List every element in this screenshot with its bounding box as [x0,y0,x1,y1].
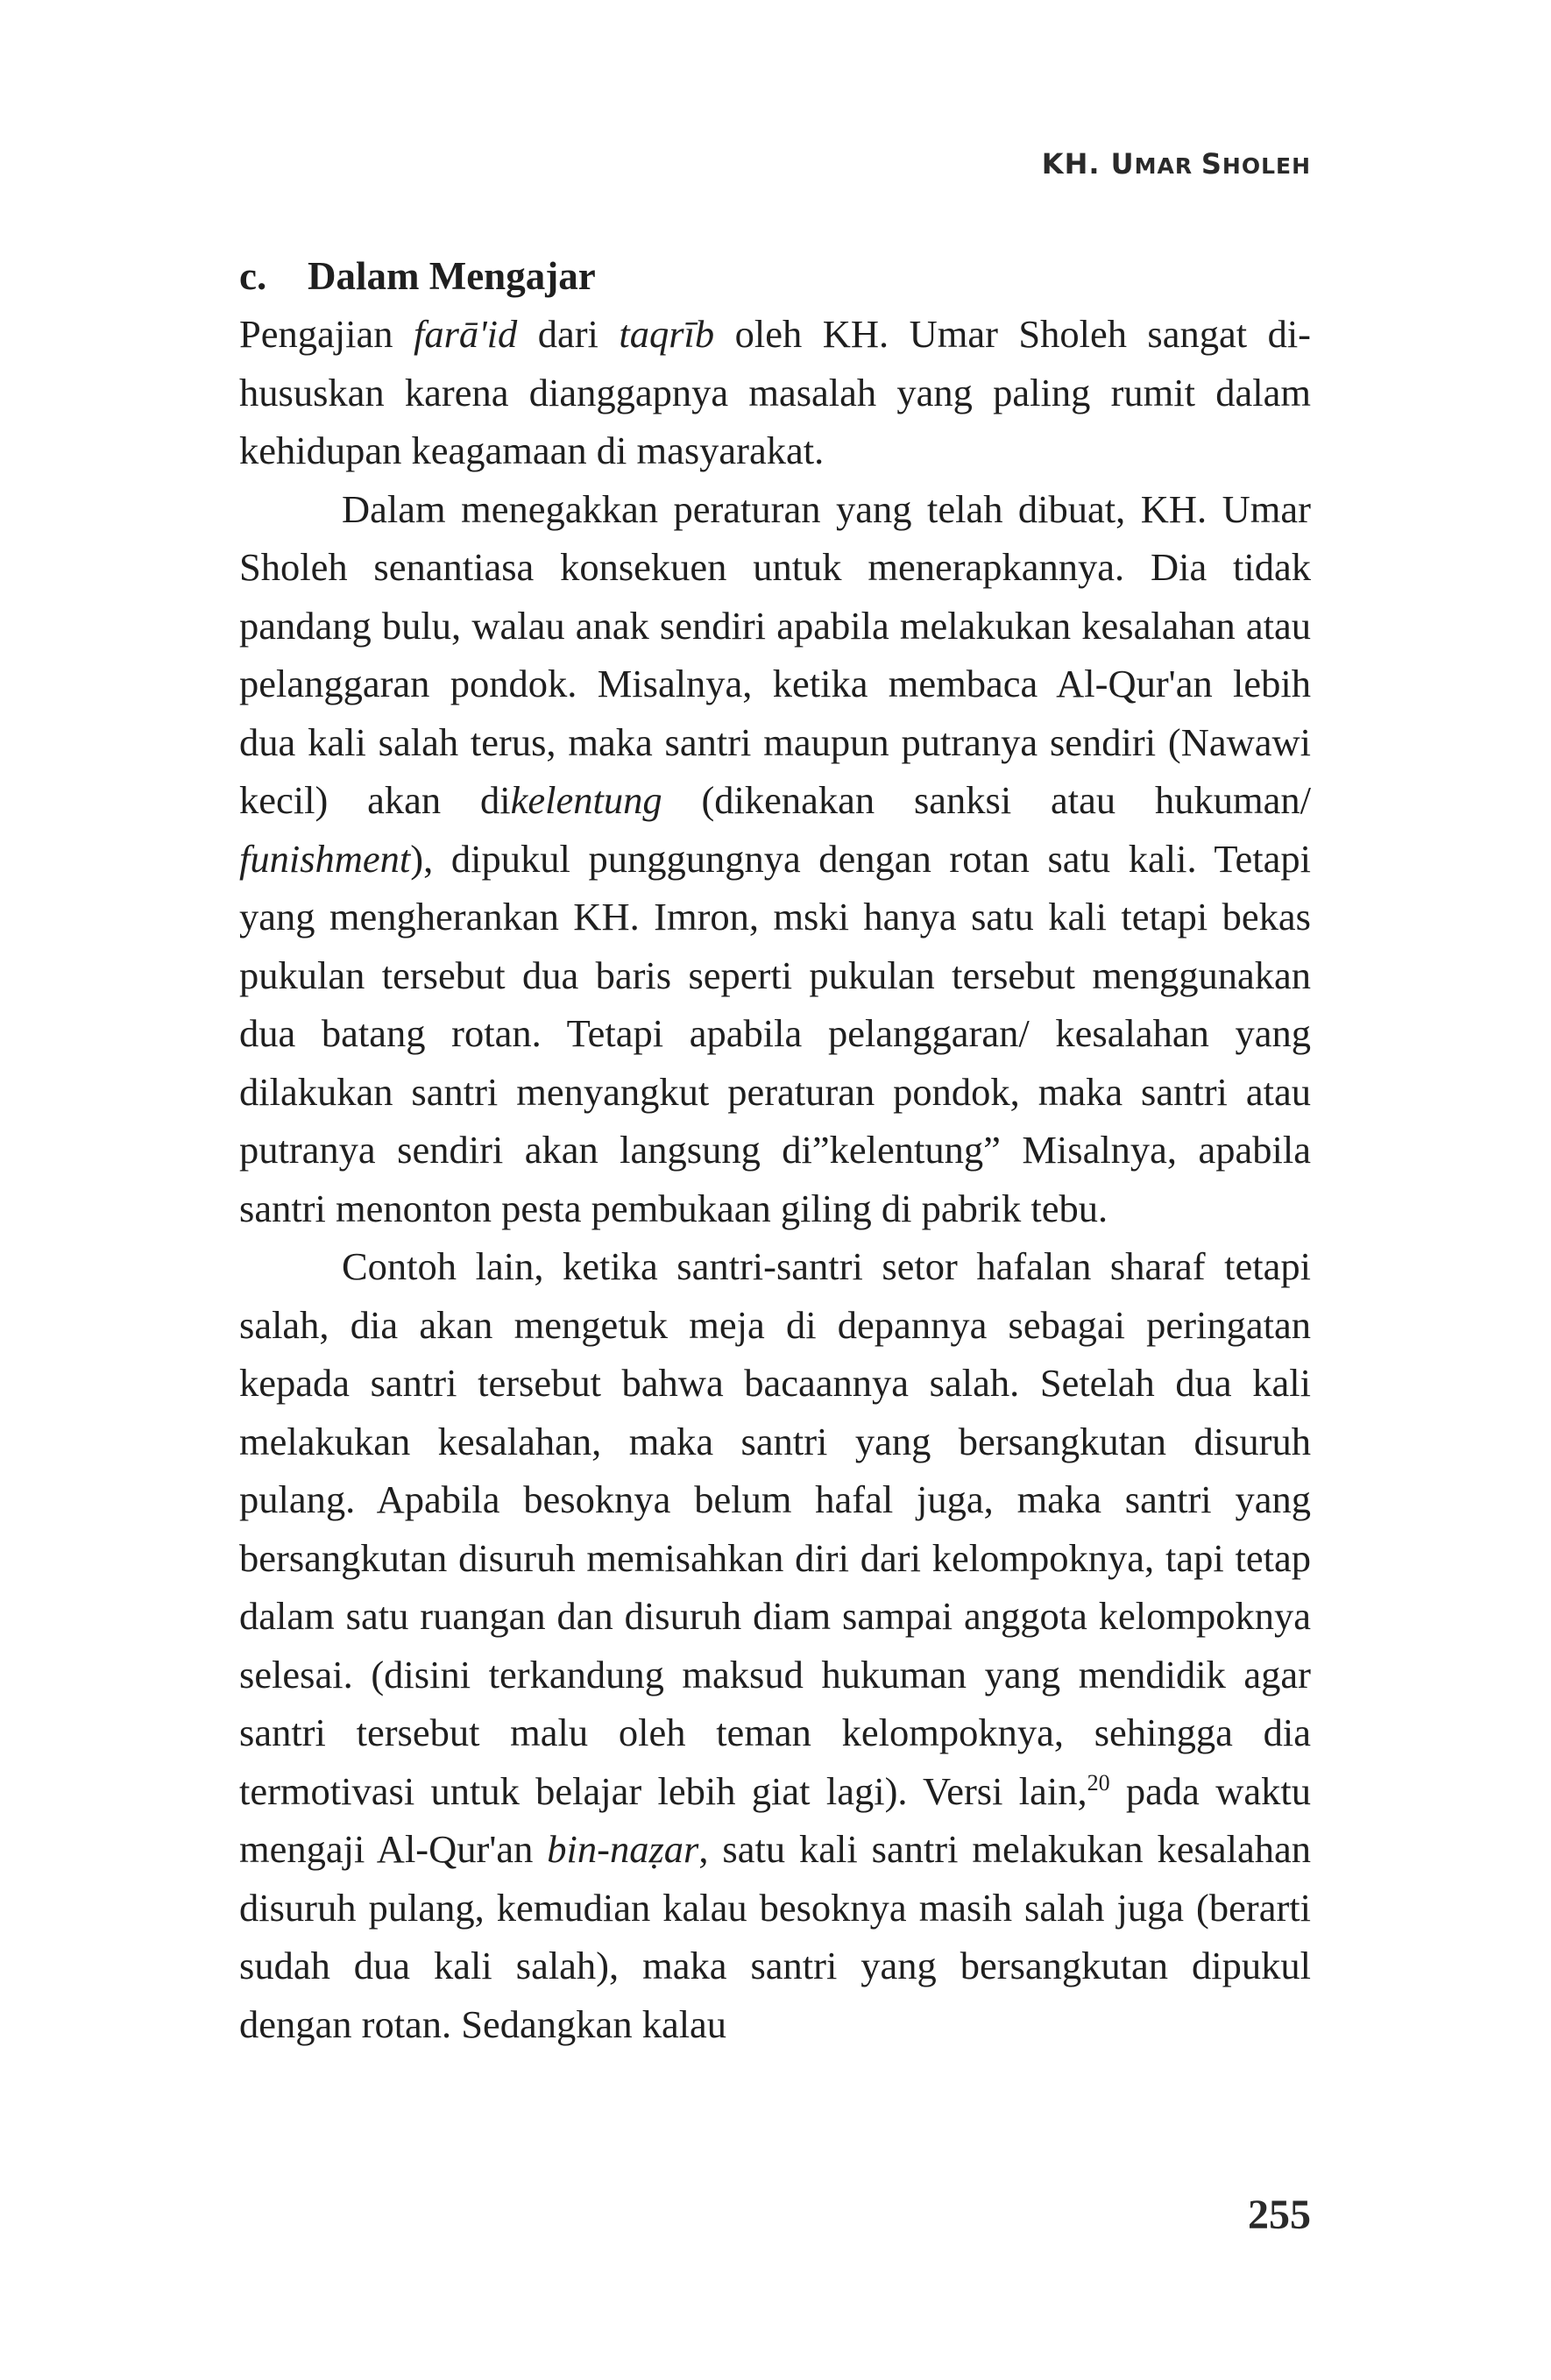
section-letter: c. [239,254,267,298]
paragraph-1: Pengajian farā'id dari taqrīb oleh KH. Umar Sholeh sangat di-hususkan karena dianggapnya masalah yang paling rumit dalam kehidupan keagamaan di masyarakat. [239,312,1312,472]
section-heading [239,247,1311,305]
paragraph-3: Contoh lain, ketika santri-santri setor hafalan sharaf tetapi salah, dia akan mengetuk meja di depannya sebagai peringatan kepada santri tersebut bahwa bacaannya salah. Setelah dua kali melakukan kesalahan, maka santri yang bersangkutan disuruh pulang. Apabila besoknya belum hafal juga, maka santri yang bersangkutan disuruh memisahkan diri dari kelompoknya, tapi tetap dalam satu ruangan dan disuruh diam sampai anggota kelompoknya selesai. (disini terkandung maksud hukuman yang mendidik agar santri tersebut malu oleh teman kelompoknya, sehingga dia termotivasi untuk belajar lebih giat lagi). Versi lain,$^{20}$ pada waktu mengaji Al-Qur'an bin-naẓar, satu kali santri melakukan kesalahan disuruh pulang, kemudian kalau besoknya masih salah juga (berarti sudah dua kali salah), maka santri yang bersangkutan dipukul dengan rotan. Sedangkan kalau [239,1244,1311,2046]
page-number: 255 [1248,2192,1311,2238]
footnote-marker[interactable]: 20 [1087,1769,1110,1796]
page-body [239,247,1311,2053]
running-header: KH. UMAR SHOLEH [1041,147,1311,181]
section-title: Dalam Mengajar [308,254,596,298]
paragraph-2: Dalam menegakkan peraturan yang telah dibuat, KH. Umar Sholeh senantiasa konsekuen untuk menerapkannya. Dia tidak pandang bulu, walau anak sendiri apabila melakukan kesalahan atau pelanggaran pondok. Misalnya, ketika membaca Al-Qur'an lebih dua kali salah terus, maka santri maupun putranya sendiri (Nawawi kecil) akan dikelentung (dikenakan sanksi atau hukuman/ funishment), dipukul punggungnya dengan rotan satu kali. Tetapi yang mengherankan KH. Imron, mski hanya satu kali tetapi bekas pukulan tersebut dua baris seperti pukulan tersebut menggunakan dua batang rotan. Tetapi apabila pelanggaran/ kesalahan yang dilakukan santri menyangkut peraturan pondok, maka santri atau putranya sendiri akan langsung di”kelentung” Misalnya, apabila santri menonton pesta pembukaan giling di pabrik tebu. [239,486,1311,1230]
